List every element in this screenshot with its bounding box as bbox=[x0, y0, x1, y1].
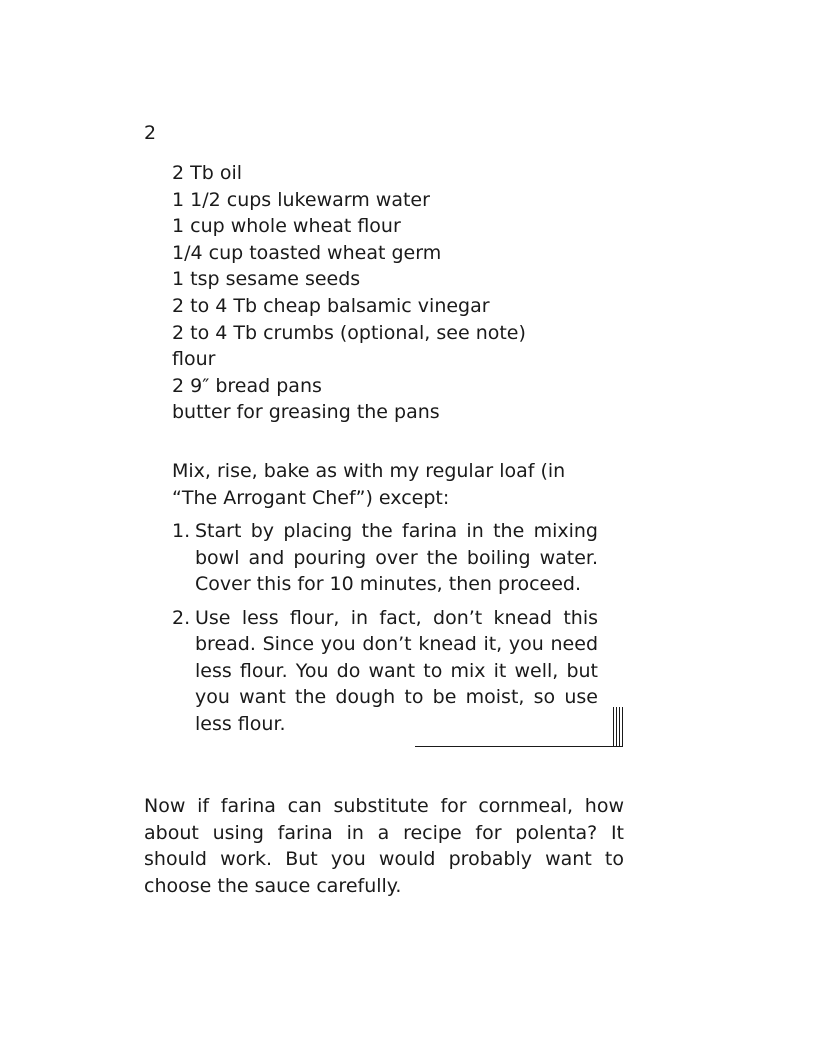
ingredient-item: 1 cup whole wheat flour bbox=[172, 215, 401, 238]
ingredient-item: 1 1/2 cups lukewarm water bbox=[172, 188, 430, 211]
step-number: 2. bbox=[172, 606, 191, 629]
method-step bbox=[172, 518, 598, 598]
page-number: 2 bbox=[144, 122, 157, 144]
method-steps bbox=[172, 518, 598, 744]
ingredient-item: 2 to 4 Tb cheap balsamic vinegar bbox=[172, 294, 490, 317]
method-step bbox=[172, 605, 598, 738]
ingredient-item: 2 Tb oil bbox=[172, 162, 243, 184]
ingredient-item: 1/4 cup toasted wheat germ bbox=[172, 241, 442, 264]
ingredient-item: butter for greasing the pans bbox=[172, 401, 440, 424]
ingredient-item: 2 9″ bread pans bbox=[172, 374, 322, 397]
closing-paragraph: Now if farina can substitute for cornmeal, how about using farina in a recipe for polenta? It should work. But you would probably want to choose the sauce carefully. bbox=[144, 795, 624, 897]
ingredient-list bbox=[172, 160, 526, 426]
end-of-recipe-mark bbox=[613, 707, 623, 747]
end-of-recipe-rule bbox=[415, 746, 623, 747]
step-text: Start by placing the farina in the mixing bowl and pouring over the boiling water. Cover this for 10 minutes, then proceed. bbox=[195, 520, 598, 595]
ingredient-item: 2 to 4 Tb crumbs (optional, see note) bbox=[172, 321, 526, 344]
ingredient-item: flour bbox=[172, 348, 216, 371]
method-intro: Mix, rise, bake as with my regular loaf (in “The Arrogant Chef”) except: bbox=[172, 460, 566, 509]
step-number: 1. bbox=[172, 520, 191, 542]
ingredient-item: 1 tsp sesame seeds bbox=[172, 268, 361, 291]
step-text: Use less flour, in fact, don’t knead this bread. Since you don’t knead it, you need less flour. You do want to mix it well, but you want the dough to be moist, so use less flour. bbox=[195, 606, 598, 735]
